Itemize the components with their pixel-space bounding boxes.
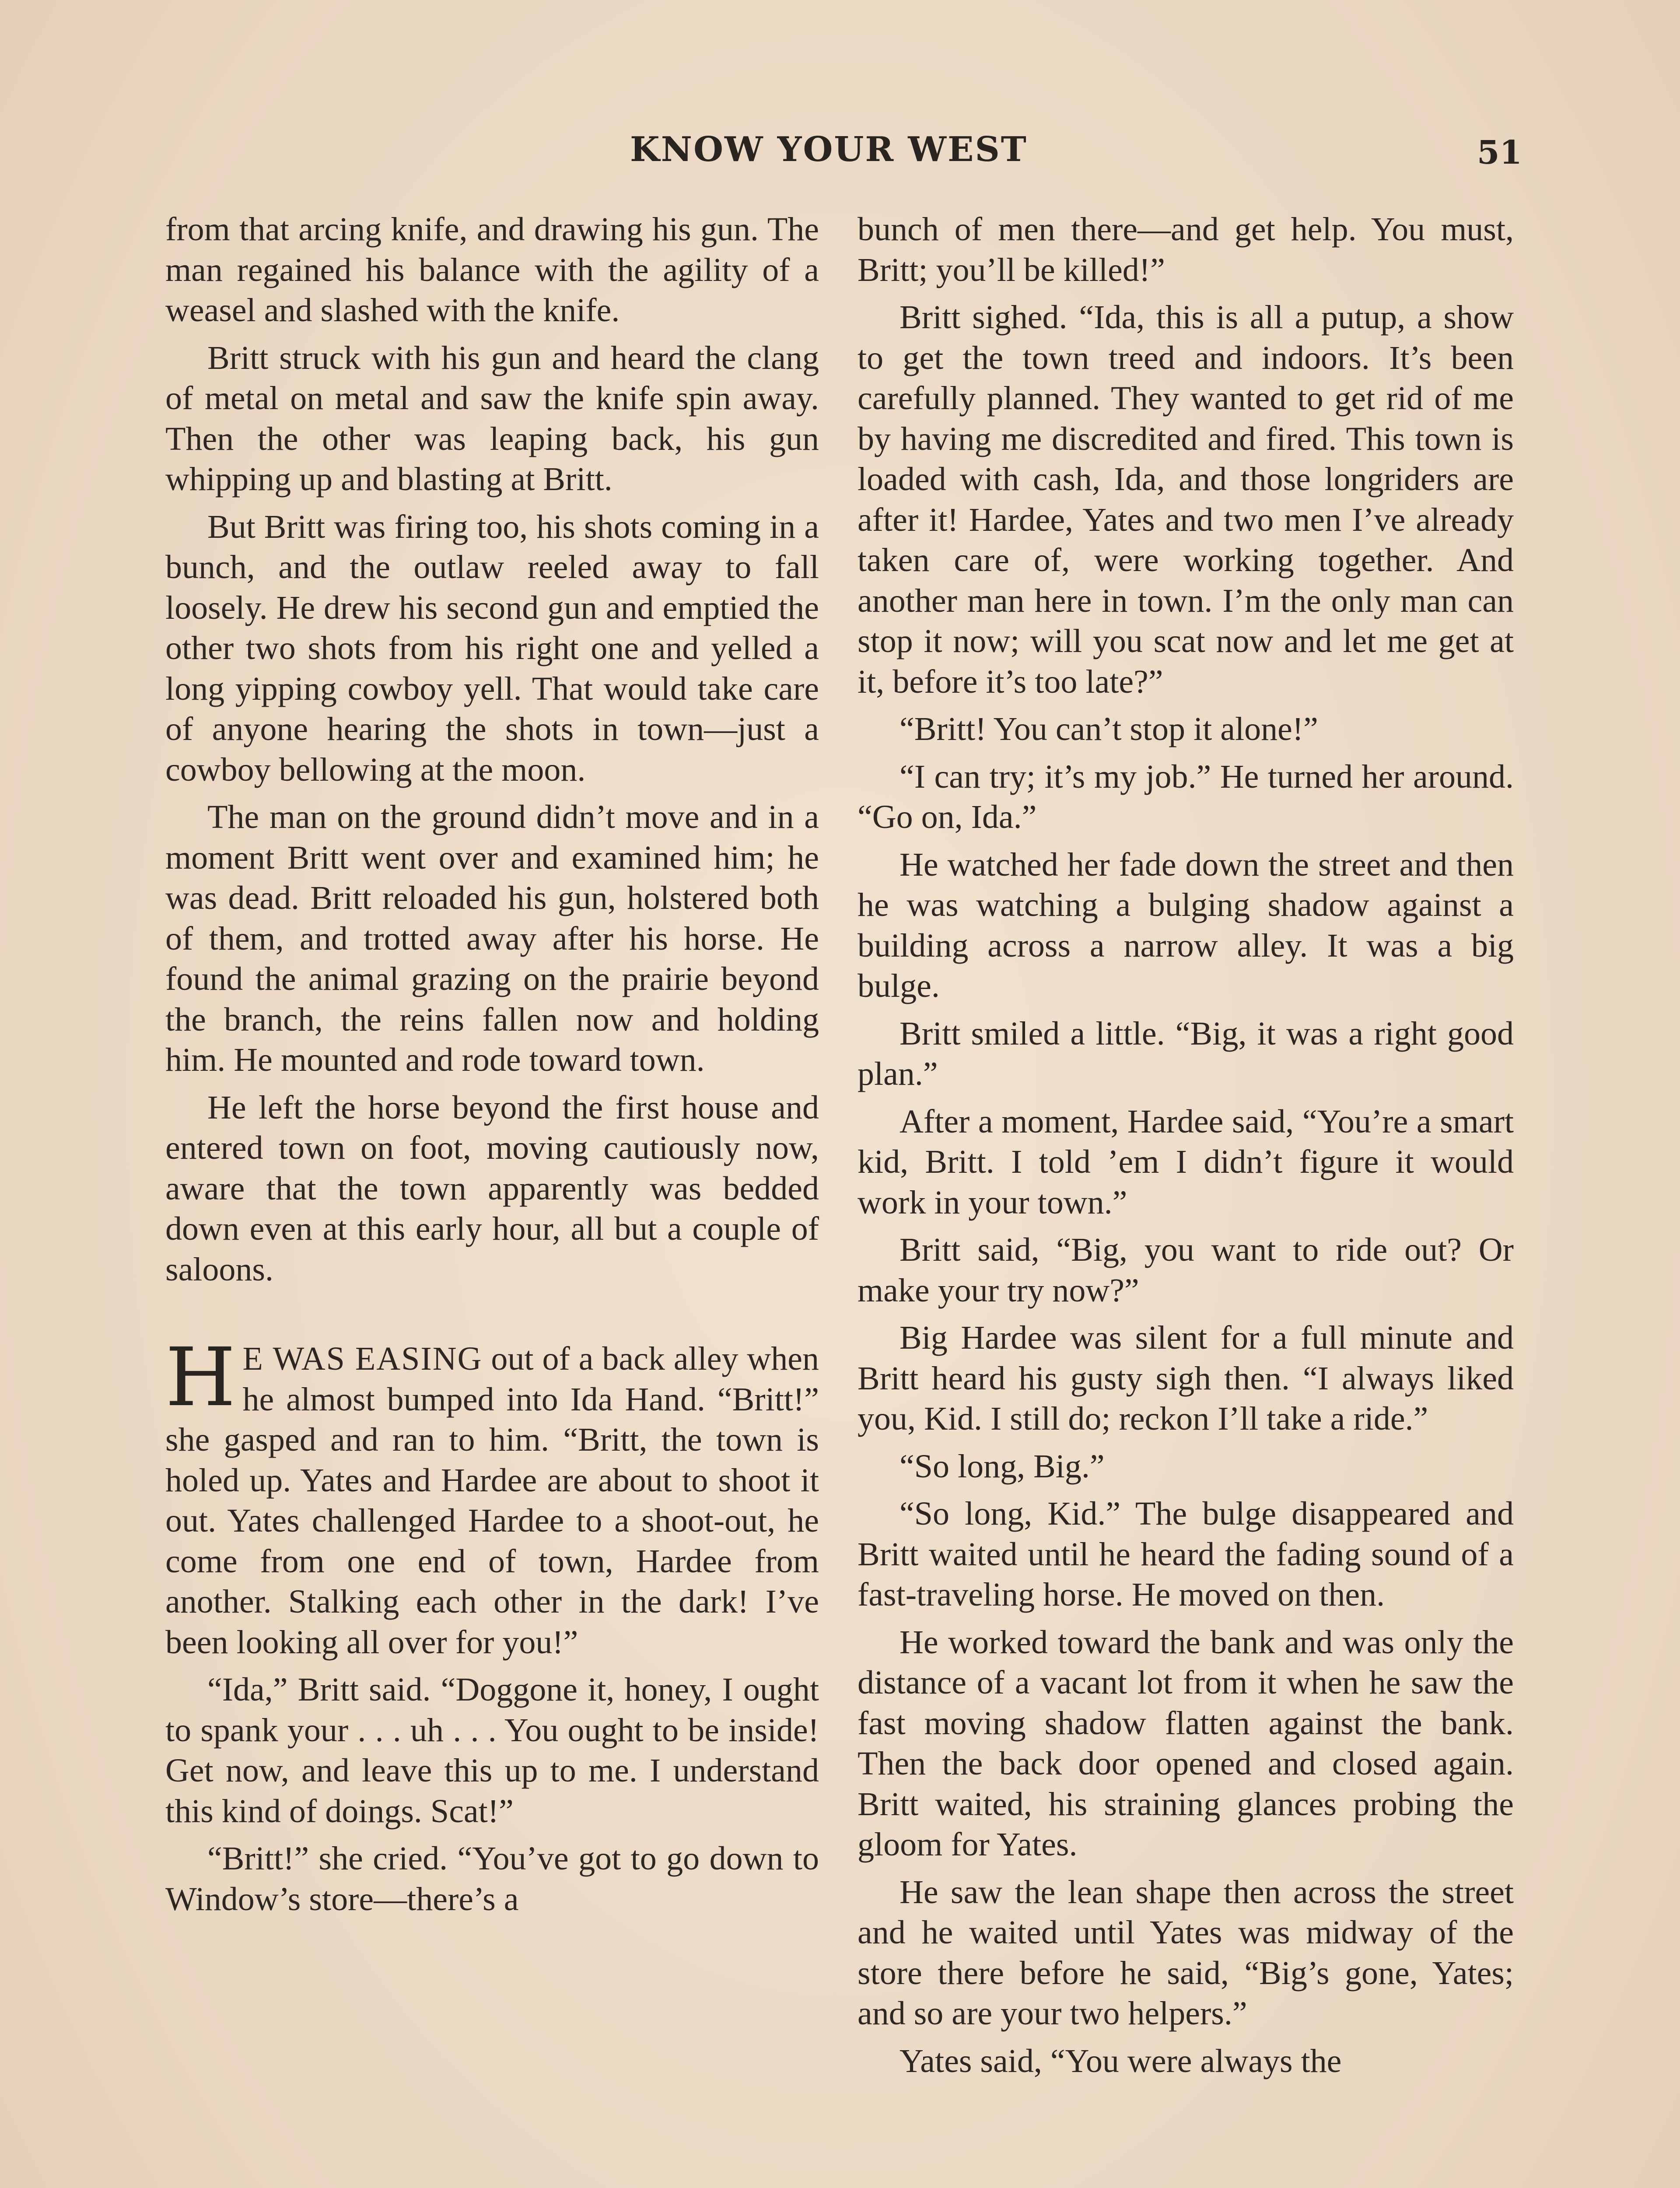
- paragraph: He saw the lean shape then across the street and he waited until Yates was midway of the store there before he said, “Big’s gone, Yates; and so are your two helpers.”: [858, 1873, 1514, 2032]
- paragraph: “So long, Kid.” The bulge disappeared and Britt waited until he heard the fading sound of a fast-traveling horse. He moved on then.: [858, 1495, 1514, 1613]
- running-header-title: KNOW YOUR WEST: [630, 130, 1028, 169]
- small-caps-lead: E WAS EASING: [242, 1340, 483, 1377]
- right-text-column: [858, 209, 1514, 2088]
- paragraph: from that arcing knife, and drawing his gun. The man regained his balance with the agility of a weasel and slashed with the knife.: [165, 211, 819, 329]
- paragraph: “Britt! You can’t stop it alone!”: [900, 711, 1318, 747]
- page-number: 51: [1477, 134, 1522, 172]
- section-break: [165, 1297, 819, 1339]
- paragraph: He watched her fade down the street and then he was watching a bulging shadow against a building across a narrow alley. It was a big bulge.: [858, 846, 1514, 1004]
- paragraph: “I can try; it’s my job.” He turned her around. “Go on, Ida.”: [858, 758, 1514, 835]
- paragraph: He left the horse beyond the first house and entered town on foot, moving cautiously now, aware that the town apparently was bedded down even at this early hour, all but a couple of saloons.: [165, 1089, 819, 1288]
- paragraph: Britt struck with his gun and heard the clang of metal on metal and saw the knife spin away. Then the other was leaping back, his gun whipping up and blasting at Britt.: [165, 339, 819, 498]
- paragraph: Yates said, “You were always the: [900, 2042, 1342, 2079]
- paragraph: The man on the ground didn’t move and in a moment Britt went over and examined him; he was dead. Britt reloaded his gun, holstered both of them, and trotted away after his horse. He found the animal grazing on the prairie beyond the branch, the reins fallen now and holding him. He mounted and rode toward town.: [165, 799, 819, 1078]
- paragraph: Britt smiled a little. “Big, it was a right good plan.”: [858, 1015, 1514, 1092]
- paragraph: Big Hardee was silent for a full minute and Britt heard his gusty sigh then. “I always liked you, Kid. I still do; reckon I’ll take a ride.”: [858, 1319, 1514, 1437]
- paragraph: “Britt!” she cried. “You’ve got to go down to Window’s store—there’s a: [165, 1840, 819, 1918]
- paragraph: bunch of men there—and get help. You must, Britt; you’ll be killed!”: [858, 211, 1514, 288]
- paragraph: After a moment, Hardee said, “You’re a smart kid, Britt. I told ’em I didn’t figure it would work in your town.”: [858, 1103, 1514, 1221]
- paragraph: He worked toward the bank and was only the distance of a vacant lot from it when he saw the fast moving shadow flatten against the bank. Then the back door opened and closed again. Britt waited, his straining glances probing the gloom for Yates.: [858, 1623, 1514, 1863]
- left-text-column: [165, 209, 819, 1926]
- paragraph: Britt sighed. “Ida, this is all a putup, a show to get the town treed and indoors. It’s been carefully planned. They wanted to get rid of me by having me discredited and fired. This town is loaded with cash, Ida, and those longriders are after it! Hardee, Yates and two men I’ve already taken care of, were working together. And another man here in town. I’m the only man can stop it now; will you scat now and let me get at it, before it’s too late?”: [858, 299, 1514, 700]
- section-opening-paragraph: [165, 1331, 819, 1662]
- paragraph-text: out of a back alley when he almost bumped into Ida Hand. “Britt!” she gasped and ran to him. “Britt, the town is holed up. Yates and Hardee are about to shoot it out. Yates challenged Hardee to a shoot-out, he come from one end of town, Hardee from another. Stalking each other in the dark! I’ve been looking all over for you!”: [165, 1340, 819, 1661]
- paragraph: But Britt was firing too, his shots coming in a bunch, and the outlaw reeled away to fall loosely. He drew his second gun and emptied the other two shots from his right one and yelled a long yipping cowboy yell. That would take care of anyone hearing the shots in town—just a cowboy bellowing at the moon.: [165, 508, 819, 788]
- paragraph: Britt said, “Big, you want to ride out? Or make your try now?”: [858, 1231, 1514, 1309]
- drop-cap: H: [165, 1331, 236, 1424]
- paragraph: “Ida,” Britt said. “Doggone it, honey, I ought to spank your . . . uh . . . You ought to be inside! Get now, and leave this up to me. I understand this kind of doings. Scat!”: [165, 1671, 819, 1830]
- paragraph: “So long, Big.”: [900, 1448, 1105, 1485]
